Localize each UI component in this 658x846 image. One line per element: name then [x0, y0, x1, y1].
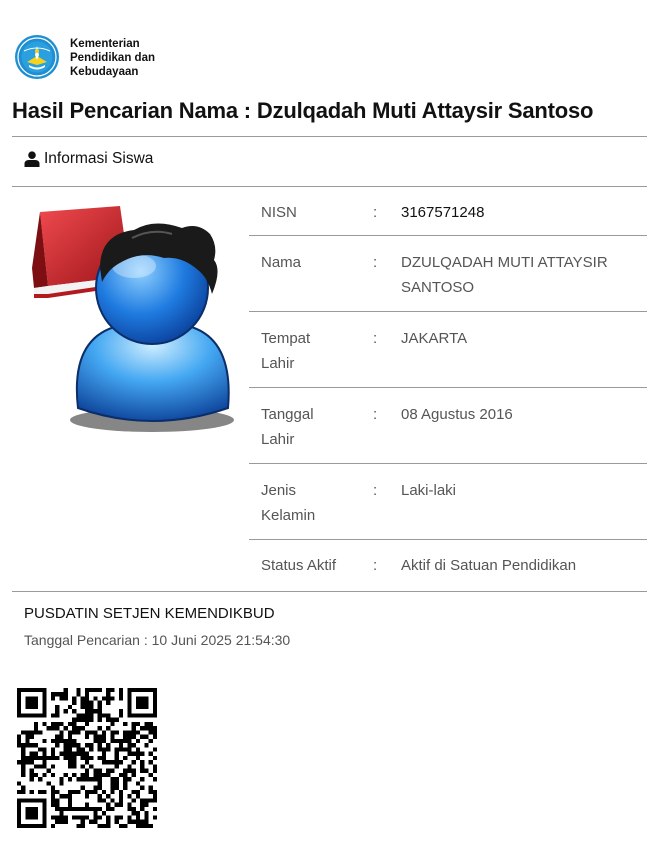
divider	[12, 591, 647, 592]
info-value-tanggal-lahir: 08 Agustus 2016	[401, 406, 513, 423]
info-label: Tempat Lahir	[261, 330, 311, 372]
student-avatar-with-book-icon	[22, 198, 242, 438]
divider	[12, 136, 647, 137]
info-value-jenis-kelamin: Laki-laki	[401, 482, 457, 499]
page-title: Hasil Pencarian Nama : Dzulqadah Muti Attaysir Santoso	[12, 98, 594, 123]
info-label: NISN	[261, 204, 297, 221]
info-value-nama: DZULQADAH MUTI ATTAYSIR SANTOSO	[401, 254, 608, 296]
info-colon: :	[373, 330, 378, 347]
ministry-name-line3: Kebudayaan	[70, 66, 139, 78]
info-label: Jenis Kelamin	[261, 482, 316, 524]
footer-org: PUSDATIN SETJEN KEMENDIKBUD	[24, 605, 275, 622]
info-value-tempat-lahir: JAKARTA	[401, 330, 468, 347]
info-row-jenis-kelamin	[249, 464, 647, 540]
tut-wuri-handayani-logo-icon	[14, 34, 60, 80]
info-row-nisn	[249, 187, 647, 236]
info-colon: :	[373, 482, 378, 499]
info-label: Nama	[261, 254, 302, 271]
section-title: Informasi Siswa	[44, 150, 154, 167]
info-value-status-aktif: Aktif di Satuan Pendidikan	[401, 557, 577, 574]
section-header	[24, 150, 153, 168]
info-row-tanggal-lahir	[249, 388, 647, 464]
ministry-name-line2: Pendidikan dan	[70, 52, 155, 64]
header	[14, 34, 155, 80]
info-label: Status Aktif	[261, 557, 337, 574]
info-label: Tanggal Lahir	[261, 406, 314, 448]
info-row-tempat-lahir	[249, 312, 647, 388]
info-colon: :	[373, 406, 378, 423]
info-colon: :	[373, 557, 378, 574]
info-colon: :	[373, 254, 378, 271]
qr-code-icon	[17, 688, 157, 828]
search-date: Tanggal Pencarian : 10 Juni 2025 21:54:30	[24, 632, 291, 648]
ministry-name-line1: Kementerian	[70, 38, 140, 50]
info-value-nisn: 3167571248	[401, 204, 485, 221]
info-colon: :	[373, 204, 378, 221]
ministry-name	[70, 37, 155, 79]
info-row-status-aktif	[249, 540, 647, 590]
student-info-table	[249, 187, 647, 590]
user-icon	[24, 151, 40, 167]
info-row-nama	[249, 236, 647, 312]
